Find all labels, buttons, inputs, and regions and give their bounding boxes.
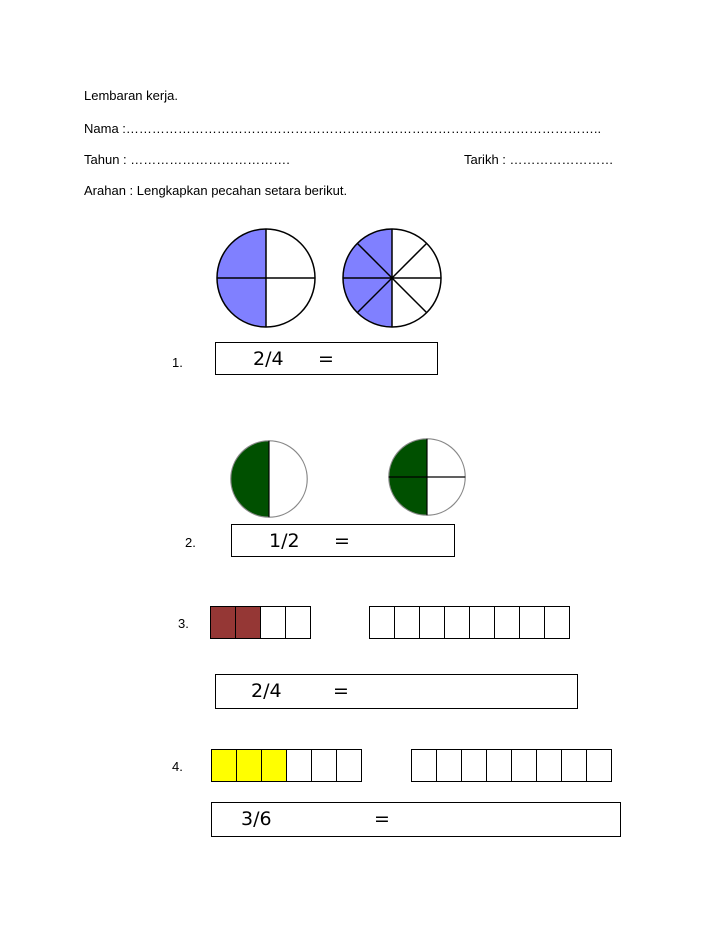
name-field-line: Nama :……………………………………………………………………………………………….. (84, 121, 602, 136)
q2-number: 2. (185, 535, 196, 550)
q3-left-strip (210, 606, 310, 639)
shaded-cell (236, 749, 262, 782)
empty-cell[interactable] (369, 606, 395, 639)
q1-circle-eighths (342, 228, 442, 328)
empty-cell[interactable] (519, 606, 545, 639)
q1-equals: = (318, 348, 334, 370)
q3-fraction: 2/4 (251, 680, 282, 702)
q2-answer-box[interactable] (231, 524, 455, 557)
q3-equals: = (333, 680, 349, 702)
q2-fraction: 1/2 (269, 530, 300, 552)
empty-cell[interactable] (444, 606, 470, 639)
q2-circle-quarters (388, 438, 466, 516)
q4-fraction: 3/6 (241, 808, 272, 830)
shaded-sector (231, 441, 269, 517)
q2-equals: = (334, 530, 350, 552)
empty-cell[interactable] (486, 749, 512, 782)
shaded-cell (235, 606, 261, 639)
divider-line (392, 278, 427, 313)
q4-equals: = (374, 808, 390, 830)
q1-answer-box[interactable] (215, 342, 438, 375)
date-field-line: Tarikh : …………………… (464, 152, 614, 167)
empty-cell[interactable] (586, 749, 612, 782)
q3-number: 3. (178, 616, 189, 631)
q1-fraction: 2/4 (253, 348, 284, 370)
empty-cell[interactable] (511, 749, 537, 782)
empty-cell[interactable] (394, 606, 420, 639)
divider-line (392, 243, 427, 278)
empty-cell (336, 749, 362, 782)
q4-left-strip (211, 749, 361, 782)
worksheet-title: Lembaran kerja. (84, 88, 178, 103)
empty-cell (311, 749, 337, 782)
empty-cell (286, 749, 312, 782)
empty-cell[interactable] (544, 606, 570, 639)
empty-cell (260, 606, 286, 639)
empty-cell[interactable] (436, 749, 462, 782)
shaded-cell (210, 606, 236, 639)
q2-circle-halves (230, 440, 308, 518)
q4-right-strip[interactable] (411, 749, 611, 782)
instruction-text: Arahan : Lengkapkan pecahan setara berikut. (84, 183, 348, 198)
empty-cell (285, 606, 311, 639)
q4-number: 4. (172, 759, 183, 774)
q3-right-strip[interactable] (369, 606, 569, 639)
year-field-line: Tahun : ………………………………. (84, 152, 290, 167)
q1-circle-quarters (216, 228, 316, 328)
empty-cell[interactable] (494, 606, 520, 639)
q3-answer-box[interactable] (215, 674, 578, 709)
empty-cell[interactable] (561, 749, 587, 782)
q1-number: 1. (172, 355, 183, 370)
empty-cell[interactable] (419, 606, 445, 639)
empty-cell[interactable] (461, 749, 487, 782)
empty-cell[interactable] (411, 749, 437, 782)
empty-cell[interactable] (469, 606, 495, 639)
shaded-cell (261, 749, 287, 782)
q4-answer-box[interactable] (211, 802, 621, 837)
empty-cell[interactable] (536, 749, 562, 782)
shaded-cell (211, 749, 237, 782)
